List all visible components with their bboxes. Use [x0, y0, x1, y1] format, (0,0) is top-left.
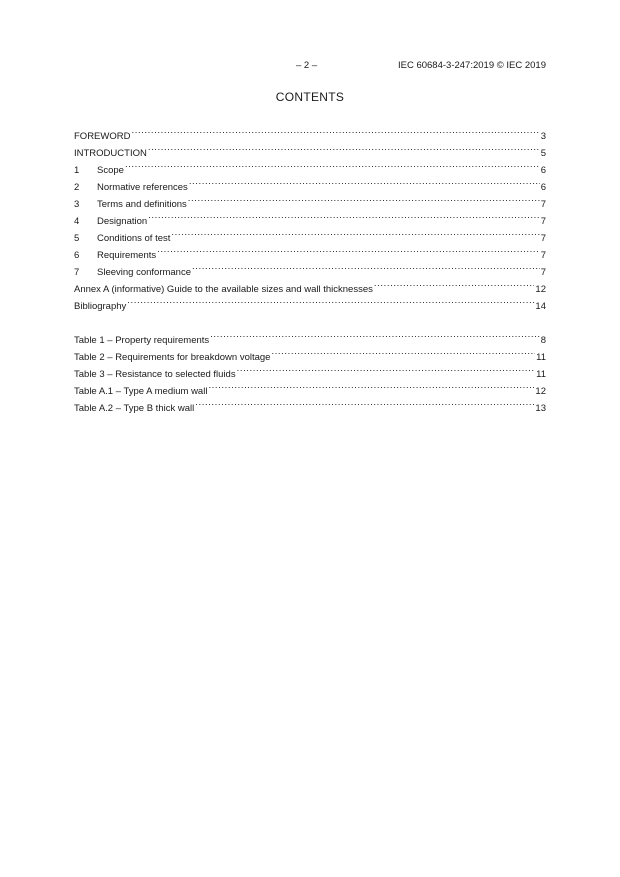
- toc-entry[interactable]: [74, 292, 546, 312]
- toc-entry-title: Table 3 – Resistance to selected fluids: [74, 369, 236, 380]
- toc-entry-page: 6: [540, 165, 546, 176]
- toc-entry-title: Table 2 – Requirements for breakdown voltage: [74, 352, 271, 363]
- toc-dot-leader: [208, 377, 534, 394]
- toc-entry-page: 8: [540, 335, 546, 346]
- toc-entry-page: 12: [535, 386, 546, 397]
- toc-dot-leader: [192, 258, 540, 275]
- toc-entry-page: 5: [540, 148, 546, 159]
- toc-entry-page: 7: [540, 250, 546, 261]
- toc-entry-title: Table A.1 – Type A medium wall: [74, 386, 208, 397]
- page-header: [0, 60, 620, 74]
- toc-dot-leader: [148, 207, 540, 224]
- toc-entry-page: 11: [536, 352, 546, 363]
- toc-entry-page: 14: [535, 301, 546, 312]
- toc-dot-leader: [210, 326, 540, 343]
- toc-gap: [74, 309, 546, 326]
- toc-entry-title: Scope: [97, 165, 124, 176]
- toc-entry-title: Requirements: [97, 250, 157, 261]
- toc-entry-number: 1: [74, 165, 80, 176]
- toc-entry-title: Designation: [97, 216, 148, 227]
- toc-dot-leader: [148, 139, 540, 156]
- toc-entry-page: 3: [540, 131, 546, 142]
- toc-entry-title: Normative references: [97, 182, 188, 193]
- toc-dot-leader: [237, 360, 536, 377]
- page-number: – 2 –: [296, 60, 318, 71]
- toc-entry-number: 4: [74, 216, 80, 227]
- toc-entry-page: 7: [540, 233, 546, 244]
- toc-entry[interactable]: [74, 326, 546, 346]
- toc-entry-title: Terms and definitions: [97, 199, 187, 210]
- table-of-contents: [74, 122, 546, 414]
- toc-dot-leader: [127, 292, 534, 309]
- toc-entry-title: Table 1 – Property requirements: [74, 335, 210, 346]
- toc-dot-leader: [131, 122, 539, 139]
- toc-entry[interactable]: [74, 139, 546, 159]
- toc-dot-leader: [271, 343, 535, 360]
- toc-entry-title: Bibliography: [74, 301, 127, 312]
- toc-entry-number: 2: [74, 182, 80, 193]
- toc-entry-page: 7: [540, 267, 546, 278]
- toc-sections: [74, 122, 546, 312]
- toc-dot-leader: [171, 224, 539, 241]
- document-reference: IEC 60684-3-247:2019 © IEC 2019: [397, 60, 546, 71]
- toc-entry-page: 6: [540, 182, 546, 193]
- toc-entry-number: 5: [74, 233, 80, 244]
- toc-dot-leader: [189, 173, 540, 190]
- toc-entry-title: FOREWORD: [74, 131, 131, 142]
- toc-entry-page: 11: [536, 369, 546, 380]
- contents-title: CONTENTS: [275, 90, 345, 104]
- toc-entry-title: INTRODUCTION: [74, 148, 147, 159]
- toc-entry-number: 7: [74, 267, 80, 278]
- toc-tables: [74, 326, 546, 414]
- toc-entry-page: 12: [535, 284, 546, 295]
- toc-dot-leader: [125, 156, 540, 173]
- toc-entry-title: Annex A (informative) Guide to the available sizes and wall thicknesses: [74, 284, 373, 295]
- toc-dot-leader: [157, 241, 540, 258]
- toc-entry-page: 7: [540, 216, 546, 227]
- toc-entry-title: Sleeving conformance: [97, 267, 191, 278]
- toc-dot-leader: [188, 190, 540, 207]
- toc-entry-page: 13: [535, 403, 546, 414]
- toc-entry[interactable]: [74, 122, 546, 142]
- toc-entry[interactable]: [74, 156, 546, 176]
- toc-entry-page: 7: [540, 199, 546, 210]
- toc-dot-leader: [195, 394, 534, 411]
- toc-entry-title: Conditions of test: [97, 233, 171, 244]
- toc-entry-number: 3: [74, 199, 80, 210]
- toc-entry-title: Table A.2 – Type B thick wall: [74, 403, 195, 414]
- toc-entry-number: 6: [74, 250, 80, 261]
- toc-entry[interactable]: [74, 173, 546, 193]
- toc-dot-leader: [374, 275, 535, 292]
